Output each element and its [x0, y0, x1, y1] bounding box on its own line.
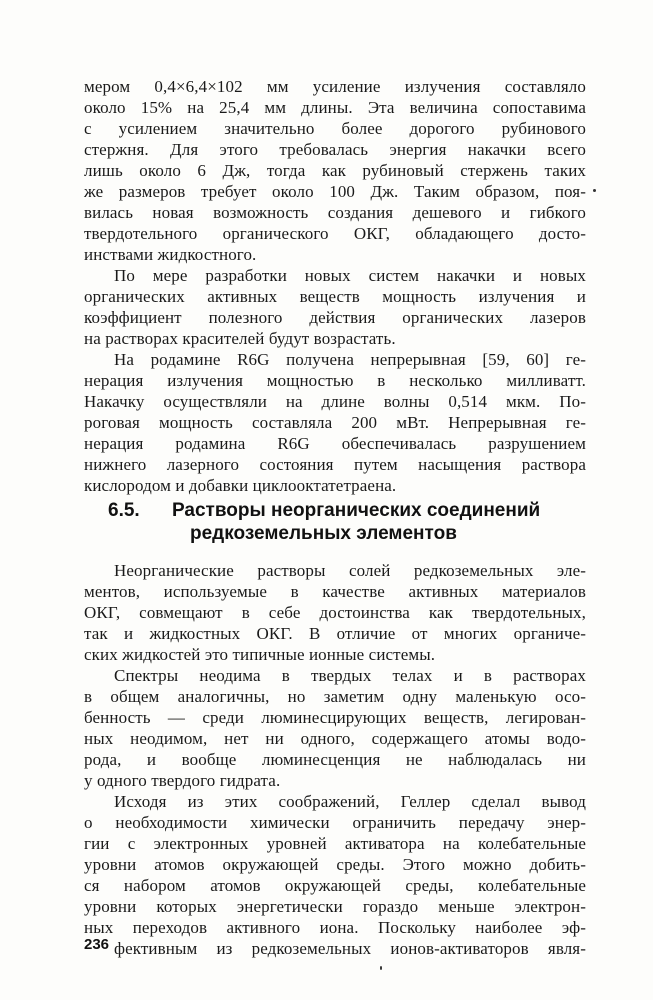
- text-line: На родамине R6G получена непрерывная [59, 60] ге-: [114, 350, 586, 369]
- text-line: ских жидкостей это типичные ионные системы.: [84, 645, 436, 664]
- section-title-line-2: редкоземельных элементов: [190, 523, 457, 544]
- text-line: так и жидкостных ОКГ. В отличие от многих органиче-: [84, 624, 586, 643]
- text-line: инствами жидкостного.: [84, 245, 257, 264]
- section-number: 6.5.: [108, 500, 140, 521]
- text-line: ментов, используемые в качестве активных материалов: [84, 582, 586, 601]
- text-line: нерация родамина R6G обеспечивалась разрушением: [84, 434, 586, 453]
- text-line: у одного твердого гидрата.: [84, 771, 281, 790]
- text-line: органических активных веществ мощность излучения и: [84, 287, 586, 306]
- text-line: около 15% на 25,4 мм длины. Эта величина сопоставима: [84, 98, 586, 117]
- page-number: 236: [84, 936, 110, 953]
- text-line: ных неодимом, нет ни одного, содержащего атомы водо-: [84, 729, 586, 748]
- text-line: кислородом и добавки циклооктатетраена.: [84, 476, 397, 495]
- text-line: Накачку осуществляли на длине волны 0,514 мкм. По-: [84, 392, 586, 411]
- scan-speck: [380, 966, 382, 970]
- text-line: ОКГ, совмещают в себе достоинства как твердотельных,: [84, 603, 586, 622]
- text-line: ся набором атомов окружающей среды, колебательные: [84, 876, 586, 895]
- text-line: бенность — среди люминесцирующих веществ, легирован-: [84, 708, 586, 727]
- text-line: По мере разработки новых систем накачки и новых: [114, 266, 586, 285]
- text-line: же размеров требует около 100 Дж. Таким образом, поя-: [84, 182, 586, 201]
- text-line: гии с электронных уровней активатора на колебательные: [84, 834, 586, 853]
- text-line: мером 0,4×6,4×102 мм усиление излучения составляло: [84, 77, 586, 96]
- text-line: твердотельного органического ОКГ, обладающего досто-: [84, 224, 586, 243]
- text-line: Неорганические растворы солей редкоземельных эле-: [114, 561, 586, 580]
- text-line: на растворах красителей будут возрастать.: [84, 329, 396, 348]
- text-line: ных переходов активного иона. Поскольку наиболее эф-: [84, 918, 586, 937]
- text-line: с усилением значительно более дорогого рубинового: [84, 119, 586, 138]
- text-line: уровни которых энергетически гораздо меньше электрон-: [84, 897, 586, 916]
- text-line: лишь около 6 Дж, тогда как рубиновый стержень таких: [84, 161, 586, 180]
- text-line: вилась новая возможность создания дешевого и гибкого: [84, 203, 586, 222]
- text-line: нерация излучения мощностью в несколько милливатт.: [84, 371, 586, 390]
- text-line: о необходимости химически ограничить передачу энер-: [84, 813, 586, 832]
- text-line: нижнего лазерного состояния путем насыщения раствора: [84, 455, 586, 474]
- text-line: коэффициент полезного действия органических лазеров: [84, 308, 586, 327]
- text-line: фективным из редкоземельных ионов-активаторов явля-: [114, 939, 586, 958]
- text-line: Спектры неодима в твердых телах и в растворах: [114, 666, 586, 685]
- text-line: уровни атомов окружающей среды. Этого можно добить-: [84, 855, 586, 874]
- scan-speck: [593, 189, 596, 192]
- text-line: рода, и вообще люминесценция не наблюдалась ни: [84, 750, 586, 769]
- text-line: роговая мощность составляла 200 мВт. Непрерывная ге-: [84, 413, 586, 432]
- text-line: стержня. Для этого требовалась энергия накачки всего: [84, 140, 586, 159]
- text-line: в общем аналогичны, но заметим одну маленькую осо-: [84, 687, 586, 706]
- text-line: Исходя из этих соображений, Геллер сделал вывод: [114, 792, 586, 811]
- section-title-line-1: Растворы неорганических соединений: [172, 500, 541, 521]
